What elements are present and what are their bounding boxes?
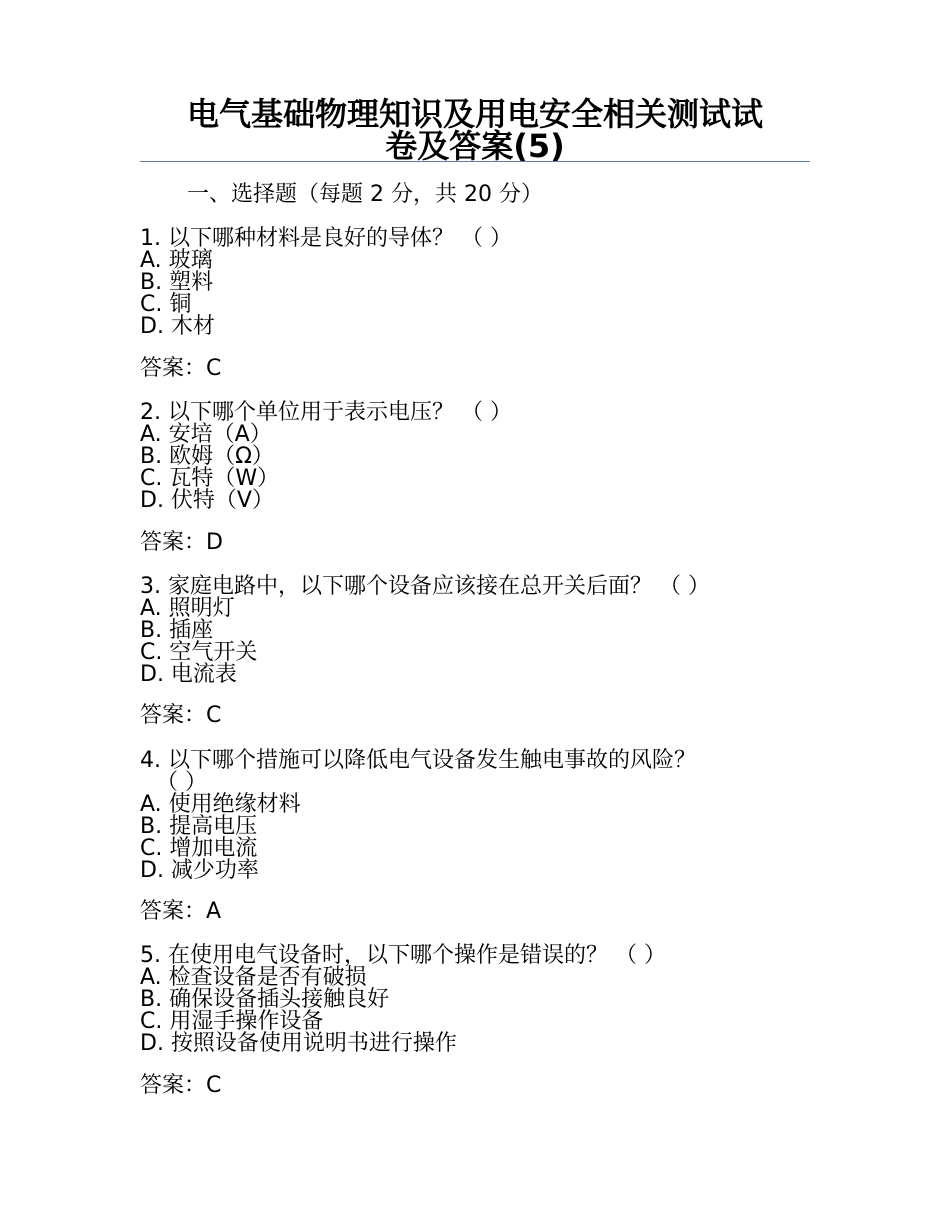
- answer-5: 答案：C: [140, 1073, 222, 1098]
- question-5: [140, 945, 790, 1055]
- answer-2: 答案：D: [140, 530, 223, 555]
- question-stem: 1. 以下哪种材料是良好的导体？ （ ）: [140, 226, 512, 251]
- option-d: D. 电流表: [140, 662, 237, 687]
- title-line-1: 电气基础物理知识及用电安全相关测试试: [186, 95, 763, 133]
- answer-1: 答案：C: [140, 356, 222, 381]
- option-d: D. 伏特（V）: [140, 488, 274, 513]
- option-c: C. 铜: [140, 292, 192, 317]
- option-c: C. 瓦特（W）: [140, 466, 280, 491]
- option-b: B. 插座: [140, 618, 214, 643]
- option-a: A. 玻璃: [140, 248, 213, 273]
- question-1: [140, 228, 790, 338]
- answer-4: 答案：A: [140, 899, 222, 924]
- option-c: C. 用湿手操作设备: [140, 1009, 324, 1034]
- option-a: A. 照明灯: [140, 596, 235, 621]
- question-stem: 5. 在使用电气设备时，以下哪个操作是错误的？ （ ）: [140, 943, 666, 968]
- option-c: C. 增加电流: [140, 836, 258, 861]
- section-heading: 一、选择题（每题 2 分，共 20 分）: [187, 182, 543, 207]
- document-title: [140, 95, 810, 165]
- question-stem: 4. 以下哪个措施可以降低电气设备发生触电事故的风险？: [140, 748, 696, 773]
- option-b: B. 塑料: [140, 270, 214, 295]
- option-d: D. 木材: [140, 314, 215, 339]
- option-b: B. 提高电压: [140, 814, 258, 839]
- answer-3: 答案：C: [140, 703, 222, 728]
- option-a: A. 检查设备是否有破损: [140, 965, 367, 990]
- option-a: A. 安培（A）: [140, 422, 272, 447]
- option-b: B. 确保设备插头接触良好: [140, 987, 390, 1012]
- title-divider: [140, 161, 810, 162]
- question-stem-continuation: （ ）: [156, 770, 207, 795]
- question-4: [140, 750, 790, 882]
- option-a: A. 使用绝缘材料: [140, 792, 301, 817]
- option-d: D. 减少功率: [140, 858, 259, 883]
- question-2: [140, 402, 790, 512]
- option-b: B. 欧姆（Ω）: [140, 444, 274, 469]
- title-line-2: 卷及答案(5): [385, 127, 565, 165]
- question-stem: 2. 以下哪个单位用于表示电压？ （ ）: [140, 400, 512, 425]
- question-stem: 3. 家庭电路中，以下哪个设备应该接在总开关后面？ （ ）: [140, 574, 710, 599]
- option-c: C. 空气开关: [140, 640, 258, 665]
- option-d: D. 按照设备使用说明书进行操作: [140, 1031, 457, 1056]
- question-3: [140, 576, 790, 686]
